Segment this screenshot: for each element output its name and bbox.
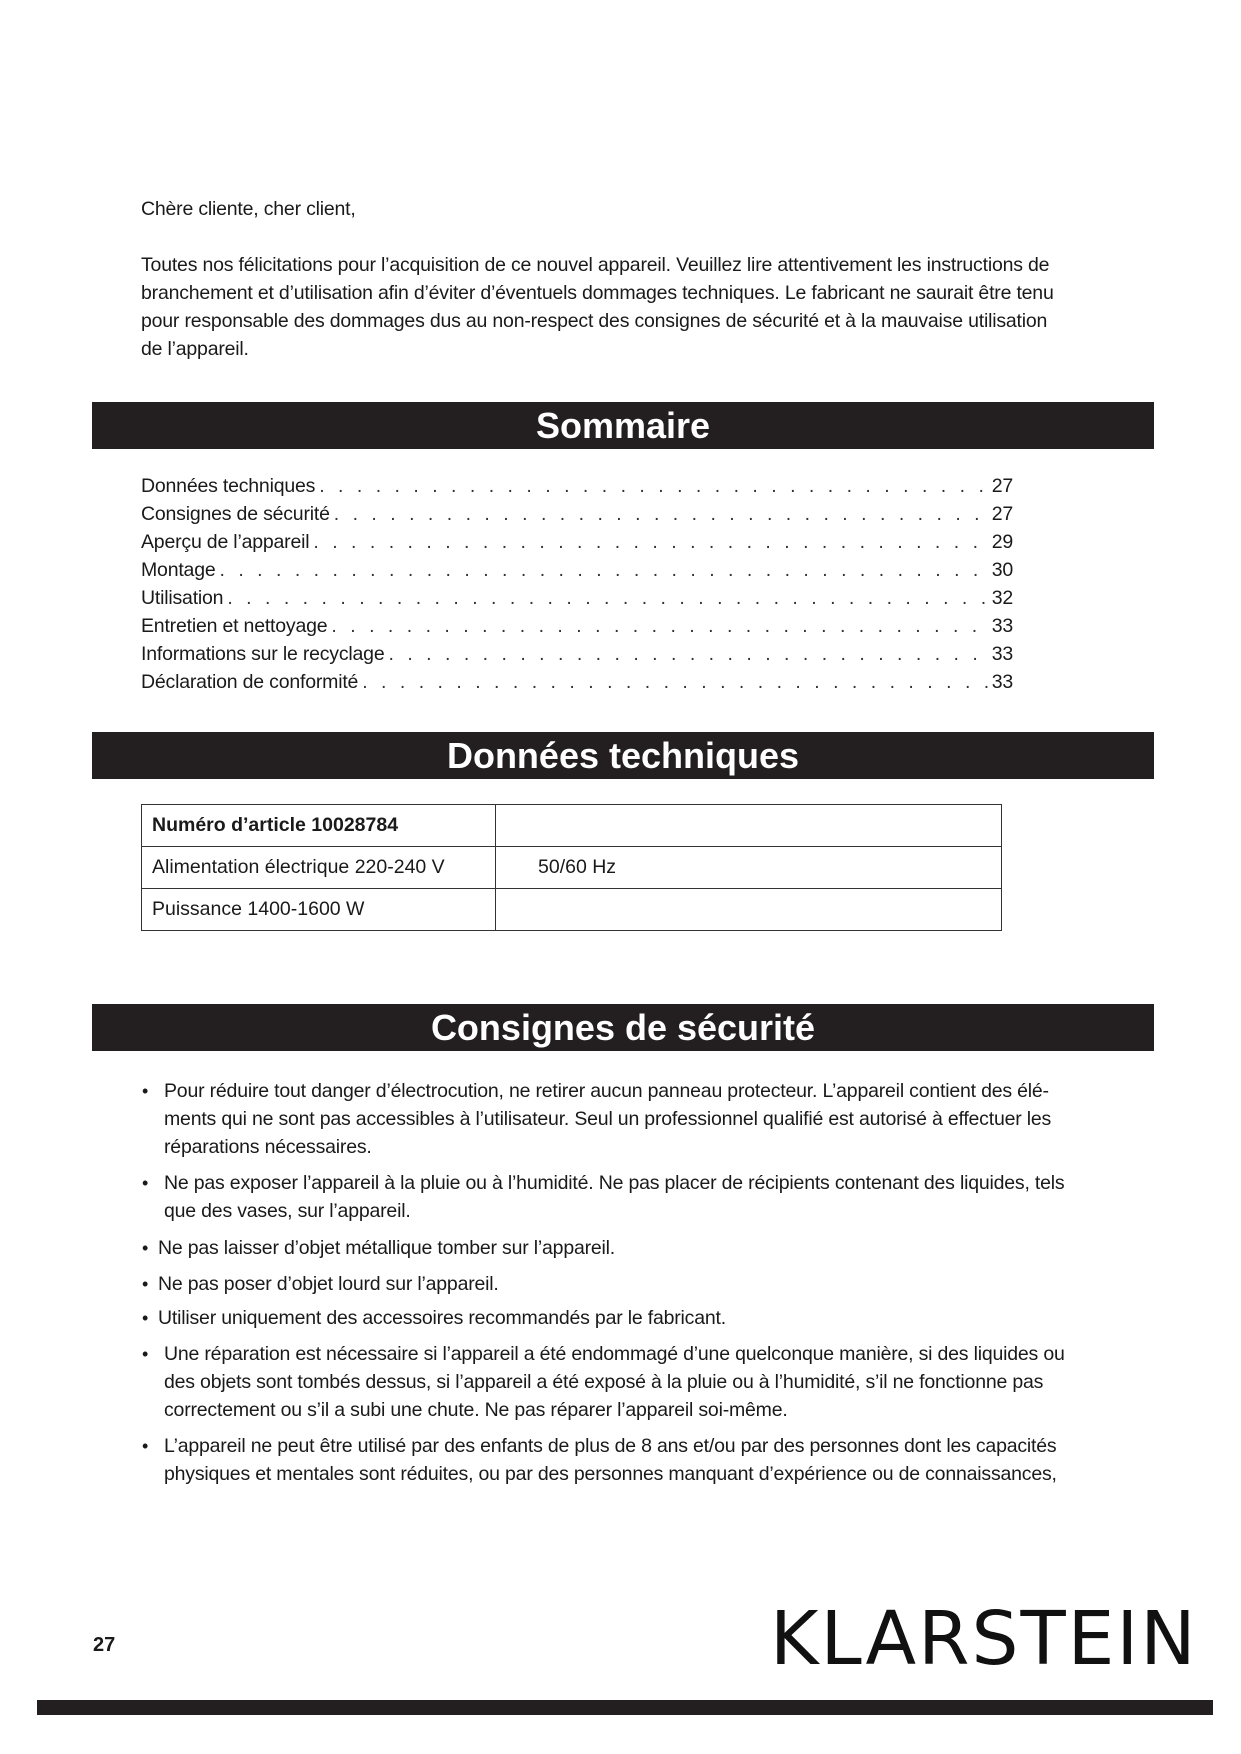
section-header-sommaire: Sommaire bbox=[92, 402, 1154, 449]
toc-leader bbox=[358, 668, 992, 696]
table-row bbox=[142, 847, 1002, 889]
toc-entry[interactable] bbox=[141, 556, 1013, 584]
intro-line: pour responsable des dommages dus au non-respect des consignes de sécurité et à la mauvaise utilisation bbox=[141, 310, 1048, 332]
toc-leader bbox=[223, 584, 991, 612]
list-item-line: Pour réduire tout danger d’électrocution, ne retirer aucun panneau protecteur. L’appareil contient des élé- bbox=[164, 1080, 1049, 1102]
table-cell: 50/60 Hz bbox=[496, 847, 1002, 889]
toc-leader bbox=[216, 556, 992, 584]
toc-page: 33 bbox=[991, 671, 1013, 693]
table-row bbox=[142, 805, 1002, 847]
intro-line: de l’appareil. bbox=[141, 338, 249, 360]
toc-label: Déclaration de conformité bbox=[141, 671, 359, 693]
list-item-line: correctement ou s’il a subi une chute. Ne pas réparer l’appareil soi-même. bbox=[164, 1399, 788, 1421]
bullet-icon: • bbox=[142, 1173, 149, 1193]
toc-entry[interactable] bbox=[141, 612, 1013, 640]
toc-leader bbox=[309, 528, 991, 556]
table-row bbox=[142, 889, 1002, 931]
toc-page: 30 bbox=[991, 559, 1013, 581]
toc-entry[interactable] bbox=[141, 640, 1013, 668]
list-item-line: des objets sont tombés dessus, si l’appareil a été exposé à la pluie ou à l’humidité, s’il ne fonctionne pas bbox=[164, 1371, 1044, 1393]
section-header-technical-data: Données techniques bbox=[92, 732, 1154, 779]
toc-label: Aperçu de l’appareil bbox=[141, 531, 310, 553]
toc-page: 27 bbox=[991, 503, 1013, 525]
page-number: 27 bbox=[93, 1634, 116, 1656]
bullet-icon: • bbox=[142, 1238, 149, 1258]
toc-leader bbox=[327, 612, 991, 640]
toc-entry[interactable] bbox=[141, 668, 1013, 696]
toc-page: 33 bbox=[991, 643, 1013, 665]
toc-label: Consignes de sécurité bbox=[141, 503, 330, 525]
list-item-line: que des vases, sur l’appareil. bbox=[164, 1200, 411, 1222]
toc-label: Données techniques bbox=[141, 475, 316, 497]
toc-entry[interactable] bbox=[141, 528, 1013, 556]
intro-line: Toutes nos félicitations pour l’acquisition de ce nouvel appareil. Veuillez lire attentivement les instructions de bbox=[141, 254, 1050, 276]
toc-entry[interactable] bbox=[141, 500, 1013, 528]
toc-leader bbox=[330, 500, 992, 528]
list-item-line: L’appareil ne peut être utilisé par des enfants de plus de 8 ans et/ou par des personnes dont les capacités bbox=[164, 1435, 1057, 1457]
toc-entry[interactable] bbox=[141, 584, 1013, 612]
bullet-icon: • bbox=[142, 1081, 149, 1101]
list-item-line: Utiliser uniquement des accessoires recommandés par le fabricant. bbox=[158, 1307, 726, 1329]
list-item-line: Ne pas exposer l’appareil à la pluie ou à l’humidité. Ne pas placer de récipients contenant des liquides, tels bbox=[164, 1172, 1065, 1194]
toc-page: 32 bbox=[991, 587, 1013, 609]
greeting: Chère cliente, cher client, bbox=[141, 198, 356, 220]
footer-bar bbox=[37, 1700, 1213, 1715]
toc-label: Montage bbox=[141, 559, 216, 581]
table-cell: Puissance 1400-1600 W bbox=[142, 889, 496, 931]
table-cell bbox=[496, 805, 1002, 847]
brand-logo: KLARSTEIN bbox=[770, 1596, 1198, 1682]
bullet-icon: • bbox=[142, 1308, 149, 1328]
table-cell bbox=[496, 889, 1002, 931]
technical-data-table bbox=[141, 804, 1002, 931]
bullet-icon: • bbox=[142, 1344, 149, 1364]
toc-leader bbox=[384, 640, 991, 668]
list-item-line: Ne pas poser d’objet lourd sur l’appareil. bbox=[158, 1273, 499, 1295]
list-item-line: Une réparation est nécessaire si l’appareil a été endommagé d’une quelconque manière, si des liquides ou bbox=[164, 1343, 1065, 1365]
list-item-line: Ne pas laisser d’objet métallique tomber sur l’appareil. bbox=[158, 1237, 616, 1259]
list-item-line: physiques et mentales sont réduites, ou par des personnes manquant d’expérience ou de connaissances, bbox=[164, 1463, 1057, 1485]
toc-page: 33 bbox=[991, 615, 1013, 637]
toc-page: 27 bbox=[991, 475, 1013, 497]
table-cell: Alimentation électrique 220-240 V bbox=[142, 847, 496, 889]
toc-leader bbox=[315, 472, 992, 500]
table-cell: Numéro d’article 10028784 bbox=[142, 805, 496, 847]
toc-label: Informations sur le recyclage bbox=[141, 643, 385, 665]
intro-line: branchement et d’utilisation afin d’éviter d’éventuels dommages techniques. Le fabricant ne saurait être tenu bbox=[141, 282, 1054, 304]
list-item-line: ments qui ne sont pas accessibles à l’utilisateur. Seul un professionnel qualifié est autorisé à effectuer les bbox=[164, 1108, 1052, 1130]
list-item-line: réparations nécessaires. bbox=[164, 1136, 372, 1158]
toc-entry[interactable] bbox=[141, 472, 1013, 500]
toc-page: 29 bbox=[991, 531, 1013, 553]
toc-label: Utilisation bbox=[141, 587, 224, 609]
toc-label: Entretien et nettoyage bbox=[141, 615, 328, 637]
bullet-icon: • bbox=[142, 1436, 149, 1456]
bullet-icon: • bbox=[142, 1274, 149, 1294]
section-header-safety: Consignes de sécurité bbox=[92, 1004, 1154, 1051]
